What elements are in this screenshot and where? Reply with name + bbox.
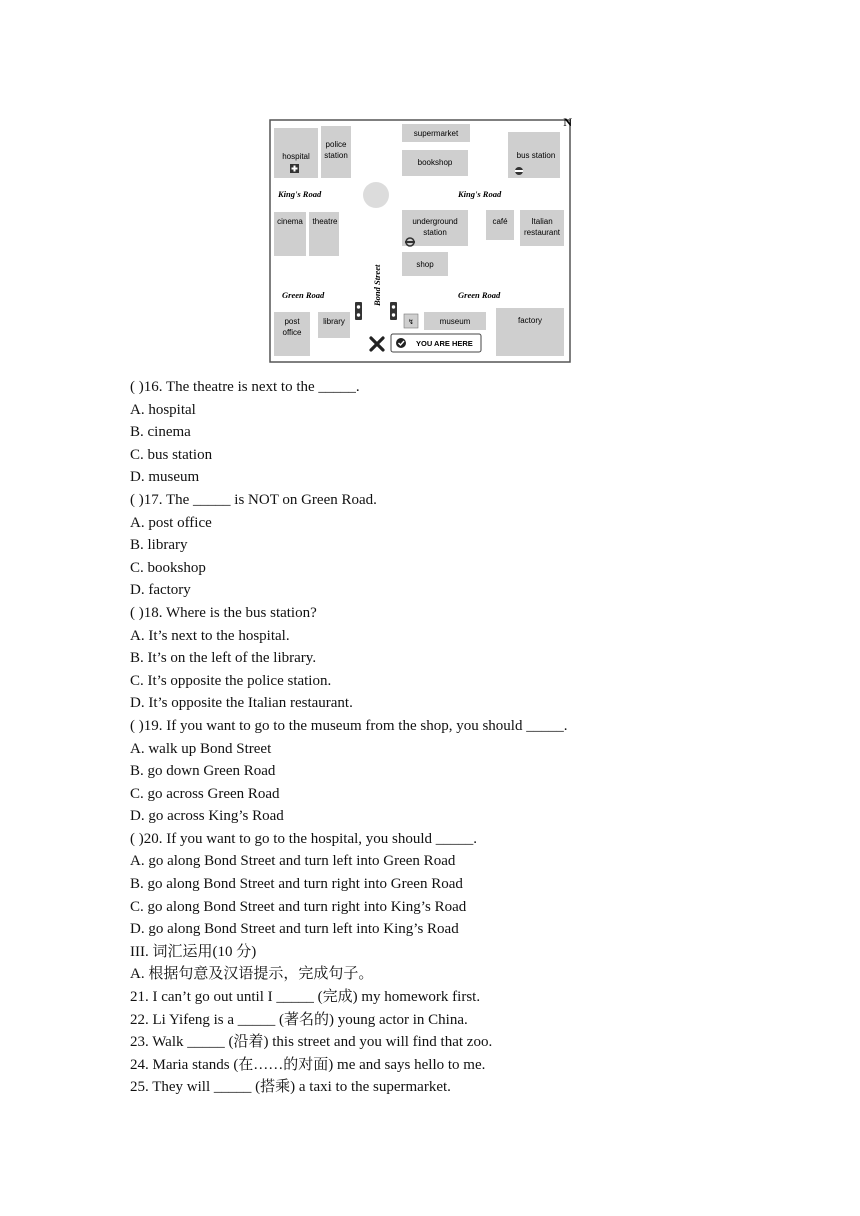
- option-19b: B. go down Green Road: [130, 763, 276, 780]
- question-20: ( )20. If you want to go to the hospital, you should _____.: [130, 830, 478, 847]
- option-17a: A. post office: [130, 514, 212, 531]
- post-office-label-1: post: [284, 317, 300, 326]
- supermarket-label: supermarket: [413, 129, 459, 138]
- option-16b: B. cinema: [130, 424, 191, 441]
- question-19: ( )19. If you want to go to the museum from the shop, you should _____.: [130, 717, 568, 734]
- question-list: [130, 376, 770, 1099]
- street-map: [268, 118, 572, 364]
- section-instruction: A. 根据句意及汉语提示，完成句子。: [130, 966, 374, 983]
- you-are-here-label: YOU ARE HERE: [416, 339, 473, 348]
- option-17c: C. bookshop: [130, 559, 206, 576]
- roundabout: [363, 182, 389, 208]
- option-19d: D. go across King’s Road: [130, 808, 284, 825]
- cinema-label: cinema: [277, 217, 303, 226]
- section-heading: III. 词汇运用(10 分): [130, 943, 257, 960]
- bond-street-label: Bond Street: [372, 264, 382, 306]
- option-17d: D. factory: [130, 582, 191, 599]
- bus-station-label: bus station: [516, 151, 556, 160]
- hospital-label: hospital: [282, 152, 310, 161]
- post-office-label-2: office: [282, 328, 302, 337]
- question-22: 22. Li Yifeng is a _____ (著名的) young actor in China.: [130, 1011, 468, 1028]
- cafe-label: café: [492, 217, 508, 226]
- question-18: ( )18. Where is the bus station?: [130, 604, 317, 621]
- option-16c: C. bus station: [130, 446, 213, 463]
- police-station-label-1: police: [325, 140, 347, 149]
- option-18b: B. It’s on the left of the library.: [130, 650, 317, 667]
- option-18a: A. It’s next to the hospital.: [130, 627, 290, 644]
- police-station-label-2: station: [324, 151, 348, 160]
- option-20b: B. go along Bond Street and turn right into Green Road: [130, 876, 463, 893]
- question-24: 24. Maria stands (在……的对面) me and says hello to me.: [130, 1056, 486, 1073]
- option-20a: A. go along Bond Street and turn left into Green Road: [130, 853, 456, 870]
- theatre-label: theatre: [312, 217, 338, 226]
- option-18c: C. It’s opposite the police station.: [130, 672, 332, 689]
- italian-restaurant-label-1: Italian: [531, 217, 553, 226]
- question-16: ( )16. The theatre is next to the _____.: [130, 379, 360, 395]
- kings-road-right-label: King's Road: [458, 189, 502, 199]
- question-17: ( )17. The _____ is NOT on Green Road.: [130, 491, 377, 508]
- option-16d: D. museum: [130, 469, 200, 486]
- traffic-light-icon: [355, 302, 362, 320]
- green-road-right-label: Green Road: [458, 290, 501, 300]
- green-road-left-label: Green Road: [282, 290, 325, 300]
- underground-station-label-2: station: [423, 228, 447, 237]
- shop-label: shop: [416, 260, 434, 269]
- option-20c: C. go along Bond Street and turn right into King’s Road: [130, 898, 467, 915]
- kings-road-left-label: King's Road: [278, 189, 322, 199]
- compass-north-label: N: [563, 118, 572, 129]
- option-20d: D. go along Bond Street and turn left into King’s Road: [130, 921, 459, 938]
- option-17b: B. library: [130, 537, 188, 554]
- svg-text:↯: ↯: [408, 319, 414, 326]
- option-16a: A. hospital: [130, 401, 196, 418]
- question-23: 23. Walk _____ (沿着) this street and you will find that zoo.: [130, 1034, 493, 1051]
- italian-restaurant-label-2: restaurant: [523, 228, 561, 237]
- traffic-light-icon: [390, 302, 397, 320]
- question-21: 21. I can’t go out until I _____ (完成) my homework first.: [130, 989, 481, 1006]
- you-are-here-icon: [396, 338, 406, 348]
- question-25: 25. They will _____ (搭乘) a taxi to the supermarket.: [130, 1079, 451, 1096]
- museum-label: museum: [439, 317, 471, 326]
- underground-station-label-1: underground: [412, 217, 458, 226]
- bookshop-label: bookshop: [417, 158, 453, 167]
- library-label: library: [323, 317, 345, 326]
- option-19c: C. go across Green Road: [130, 785, 280, 802]
- option-18d: D. It’s opposite the Italian restaurant.: [130, 695, 353, 712]
- option-19a: A. walk up Bond Street: [130, 740, 272, 757]
- factory-label: factory: [517, 316, 543, 325]
